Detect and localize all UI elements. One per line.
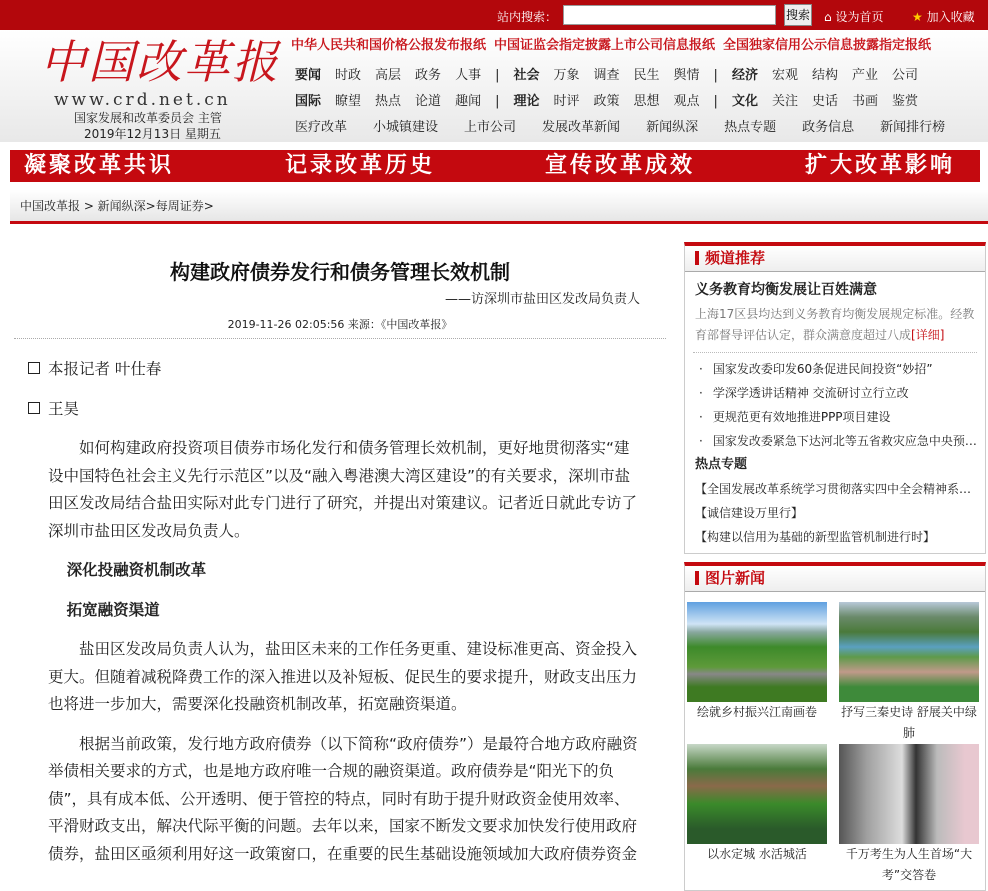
nav-separator: | [495,68,500,83]
nav-link[interactable]: 医疗改革 [295,120,348,135]
site-url: www.crd.net.cn [54,90,231,110]
news-link[interactable]: 更规范更有效地推进PPP项目建设 [712,410,891,424]
nav-link[interactable]: 鉴赏 [892,94,919,109]
nav-link[interactable]: 理论 [513,94,540,109]
nav-link[interactable]: 产业 [851,68,878,83]
nav-link[interactable]: 经济 [731,68,758,83]
nav-row [295,94,932,110]
nav-link[interactable]: 结构 [811,68,838,83]
search-label: 站内搜索： [497,10,558,24]
taglines [291,38,939,54]
news-link[interactable]: 国家发改委印发60条促进民间投资“妙招” [712,362,933,376]
feature-title[interactable]: 义务教育均衡发展让百姓满意 [695,282,877,298]
nav-link[interactable]: 论道 [415,94,442,109]
tagline: 中华人民共和国价格公报发布报纸 [291,38,487,53]
section-heading: 深化投融资机制改革 [66,561,207,579]
hot-topic-link[interactable]: 【构建以信用为基础的新型监管机制进行时】 [695,530,936,544]
panel-header [685,566,985,592]
search-button[interactable]: 搜索 [784,4,812,26]
list-item[interactable] [693,405,977,429]
nav-link[interactable]: 要闻 [295,68,322,83]
square-icon [28,402,40,414]
photo-caption[interactable]: 以水定城 水活城活 [707,847,807,861]
detail-link[interactable]: [详细] [911,328,945,342]
nav-link[interactable]: 舆情 [673,68,700,83]
supervisor: 国家发展和改革委员会 主管 [74,111,222,125]
section-heading: 拓宽融资渠道 [66,600,160,619]
nav-link[interactable]: 万象 [553,68,580,83]
feature-text: 上海17区县均达到义务教育均衡发展规定标准。经教育部督导评估认定，群众满意度超过八成 [695,307,975,342]
nav-link[interactable]: 思想 [633,94,660,109]
photo-caption[interactable]: 千万考生为人生首场“大考”交答卷 [845,847,973,882]
nav-link[interactable]: 热点专题 [724,120,777,135]
nav-separator: | [713,68,718,83]
nav-link[interactable]: 高层 [375,68,402,83]
nav-link[interactable]: 社会 [513,68,540,83]
nav-link[interactable]: 新闻纵深 [646,120,699,135]
bullet-icon: · [699,362,703,376]
bullet-icon: · [699,410,703,424]
nav-link[interactable]: 政务 [415,68,442,83]
photo-caption[interactable]: 抒写三秦史诗 舒展关中绿肺 [841,705,977,740]
news-link[interactable]: 国家发改委紧急下达河北等五省救灾应急中央预… [712,434,977,448]
panel-title: 频道推荐 [705,249,766,267]
slogan-banner [10,150,980,182]
channel-recommend-panel [684,242,986,554]
nav-link[interactable]: 文化 [731,94,758,109]
article-subtitle: ——访深圳市盐田区发改局负责人 [444,292,640,307]
nav-link[interactable]: 新闻排行榜 [880,120,946,135]
current-date: 2019年12月13日 星期五 [84,127,221,141]
list-item[interactable] [693,357,977,381]
slogan: 扩大改革影响 [805,153,956,178]
tagline: 全国独家信用公示信息披露指定报纸 [723,38,932,53]
article-meta: 2019-11-26 02:05:56 来源：《中国改革报》 [227,318,453,331]
reporter: 王昊 [48,399,80,418]
add-favorite-label: 加入收藏 [926,10,975,24]
paragraph: 如何构建政府投资项目债券市场化发行和债务管理长效机制，更好地贯彻落实“建设中国特色社会主义先行示范区”以及“融入粤港澳大湾区建设”的有关要求，深圳市盐田区发改局结合盐田实际对此专门进行了研究，并提出对策建议。记者近日就此专访了深圳市盐田区发改局负责人。 [48,439,638,540]
nav-row [295,68,932,84]
nav-link[interactable]: 上市公司 [464,120,517,135]
paragraph: 根据当前政策，发行地方政府债券（以下简称“政府债券”）是最符合地方政府融资举债相关要求的方式，也是地方政府唯一合规的融资渠道。政府债券是“阳光下的负债”，具有成本低、公开透明、便于管控的特点，同时有助于提升财政资金使用效率、平滑财政支出，解决代际平衡的问题。去年以来，国家不断发文要求加快发行使用政府债券，盐田区亟须利用好这一政策窗口，在重要的民生基础设施领域加大政府债券资金 [48,734,638,863]
nav-link[interactable]: 发展改革新闻 [542,120,621,135]
nav-link[interactable]: 公司 [892,68,919,83]
nav-link[interactable]: 瞭望 [335,94,362,109]
site-logo[interactable]: 中国改革报 [40,35,280,89]
nav-link[interactable]: 书画 [851,94,878,109]
bullet-icon: · [699,434,703,448]
slogan: 凝聚改革共识 [24,153,175,178]
article-body [48,356,644,880]
nav-link[interactable]: 热点 [375,94,402,109]
search-input[interactable] [563,5,776,25]
nav-link[interactable]: 政务信息 [802,120,855,135]
top-bar [0,0,988,30]
nav-link[interactable]: 宏观 [771,68,798,83]
set-homepage-label: 设为首页 [835,10,884,24]
star-icon: ★ [912,10,923,24]
photo-exam-student[interactable] [839,744,979,844]
tagline: 中国证监会指定披露上市公司信息报纸 [494,38,716,53]
hot-topic-link[interactable]: 【全国发展改革系统学习贯彻落实四中全会精神系… [695,482,972,496]
reporter: 本报记者 叶仕春 [48,360,162,378]
nav-link[interactable]: 关注 [771,94,798,109]
slogan: 记录改革历史 [285,153,436,178]
nav-link[interactable]: 人事 [455,68,482,83]
nav-link[interactable]: 观点 [673,94,700,109]
site-header [0,30,988,142]
hot-topics-title: 热点专题 [695,457,748,472]
nav-link[interactable]: 时评 [553,94,580,109]
article-title: 构建政府债券发行和债务管理长效机制 [170,260,510,284]
nav-link[interactable]: 国际 [295,94,322,109]
nav-link[interactable]: 小城镇建设 [373,120,439,135]
nav-link[interactable]: 史话 [811,94,838,109]
divider [14,338,666,339]
hot-topic-link[interactable]: 【诚信建设万里行】 [695,506,804,520]
breadcrumb[interactable]: 中国改革报 > 新闻纵深>每周证券> [10,190,988,224]
news-list [693,352,977,453]
panel-header [685,246,985,272]
nav-row [295,120,971,136]
nav-link[interactable]: 调查 [593,68,620,83]
photo-waterside[interactable] [687,744,827,844]
nav-link[interactable]: 时政 [335,68,362,83]
panel-title: 图片新闻 [705,569,766,587]
square-icon [28,362,40,374]
bullet-icon: · [699,386,703,400]
slogan: 宣传改革成效 [545,153,696,178]
paragraph: 盐田区发改局负责人认为，盐田区未来的工作任务更重、建设标准更高、资金投入更大。但随着减税降费工作的深入推进以及补短板、促民生的要求提升，财政支出压力也将进一步加大，需要深化投融资机制改革，拓宽融资渠道。 [48,640,638,713]
news-link[interactable]: 学深学透讲话精神 交流研讨立行立改 [712,386,909,400]
photo-news-panel [684,562,986,891]
hot-topics [685,455,985,549]
nav-link[interactable]: 政策 [593,94,620,109]
nav-link[interactable]: 民生 [633,68,660,83]
photo-caption[interactable]: 绘就乡村振兴江南画卷 [696,705,817,719]
photo-park[interactable] [839,602,979,702]
photo-rice-fields[interactable] [687,602,827,702]
nav-separator: | [713,94,718,109]
list-item[interactable] [693,429,977,453]
nav-separator: | [495,94,500,109]
list-item[interactable] [693,381,977,405]
add-favorite-link[interactable] [912,8,975,25]
set-homepage-link[interactable] [824,8,883,25]
feature-summary [695,304,975,346]
nav-link[interactable]: 趣闻 [455,94,482,109]
sidebar [684,242,986,891]
house-icon: ⌂ [824,10,832,24]
